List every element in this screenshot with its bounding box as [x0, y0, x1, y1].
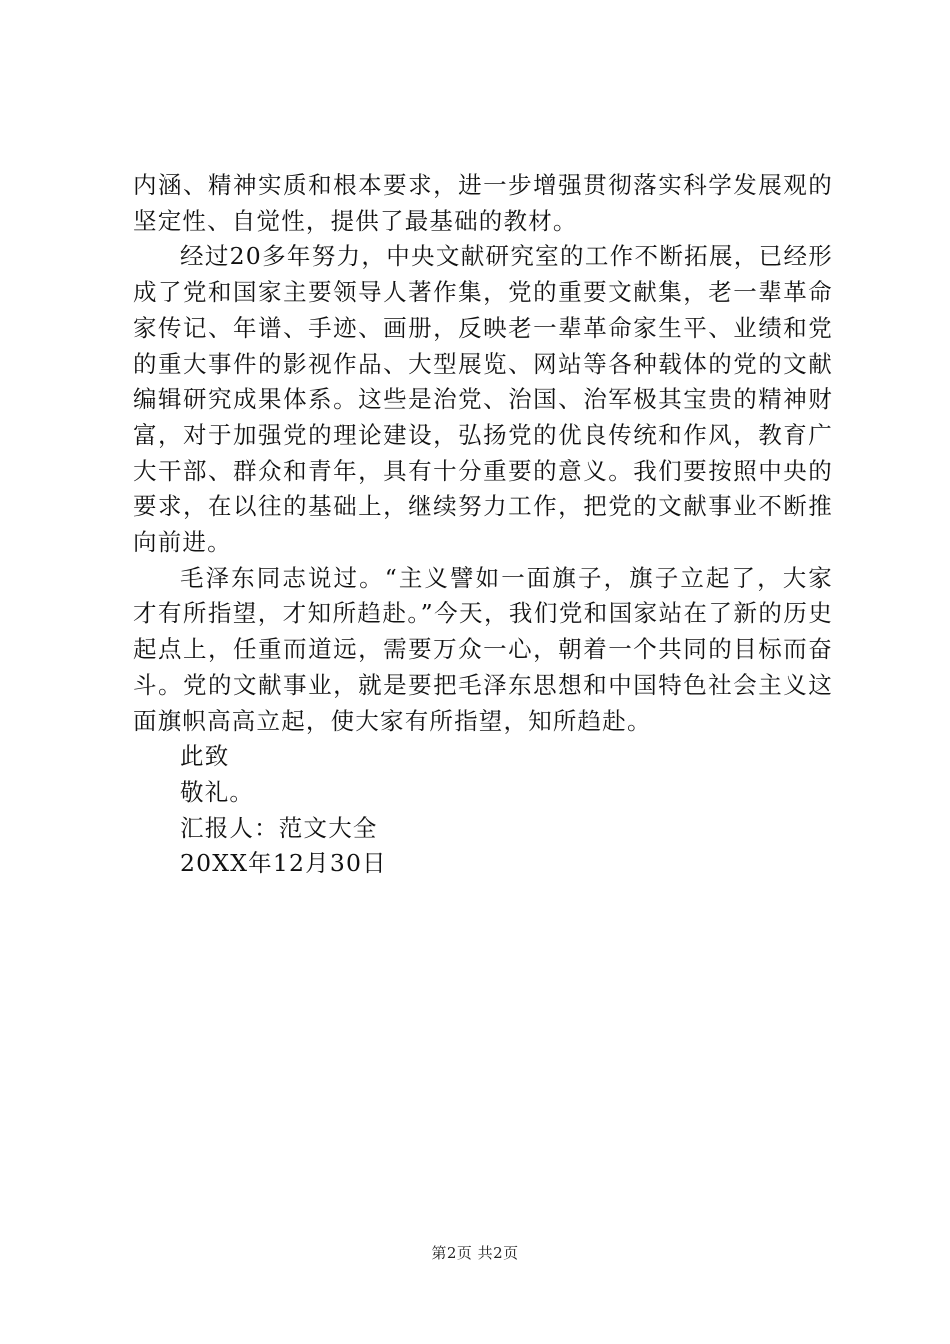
document-body — [133, 168, 833, 882]
paragraph-mao-quote: 毛泽东同志说过。“主义譬如一面旗子，旗子立起了，大家才有所指望，才知所趋赴。”今天，我们党和国家站在了新的历史起点上，任重而道远，需要万众一心，朝着一个共同的目标而奋斗。党的文献事业，就是要把毛泽东思想和中国特色社会主义这面旗帜高高立起，使大家有所指望，知所趋赴。 — [133, 563, 833, 735]
page-number-footer: 第2页 共2页 — [431, 1244, 519, 1262]
paragraph-continuation: 内涵、精神实质和根本要求，进一步增强贯彻落实科学发展观的坚定性、自觉性，提供了最基础的教材。 — [133, 171, 833, 235]
date-line: 20XX年12月30日 — [180, 849, 387, 878]
paragraph-literature-work: 经过20多年努力，中央文献研究室的工作不断拓展，已经形成了党和国家主要领导人著作集，党的重要文献集，老一辈革命家传记、年谱、手迹、画册，反映老一辈革命家生平、业绩和党的重大事件的影视作品、大型展览、网站等各种载体的党的文献编辑研究成果体系。这些是治党、治国、治军极其宝贵的精神财富，对于加强党的理论建设，弘扬党的优良传统和作风，教育广大干部、群众和青年，具有十分重要的意义。我们要按照中央的要求，在以往的基础上，继续努力工作，把党的文献事业不断推向前进。 — [133, 242, 833, 557]
reporter-line: 汇报人：范文大全 — [180, 813, 378, 842]
salutation-line-1: 此致 — [180, 742, 230, 771]
salutation-line-2: 敬礼。 — [180, 777, 255, 806]
